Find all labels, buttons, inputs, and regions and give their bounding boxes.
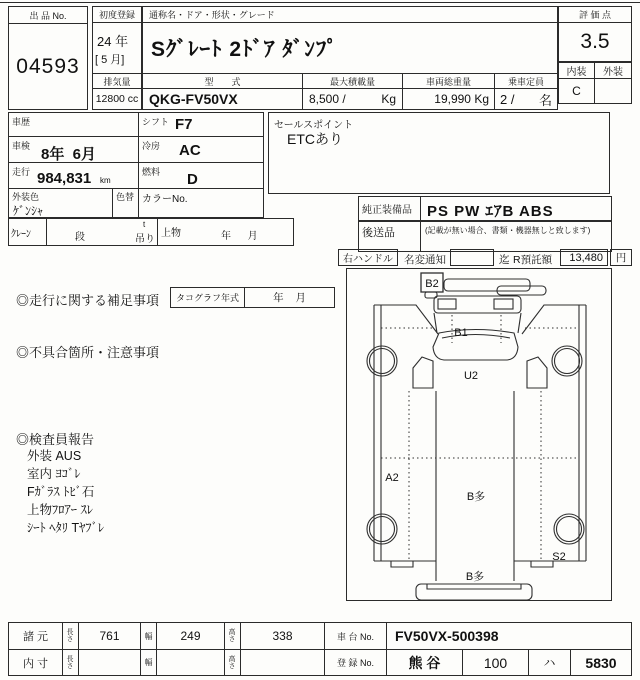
fuel-cell bbox=[139, 163, 263, 189]
first-registration-year: 24 年 bbox=[97, 34, 129, 49]
registration-number: 5830 bbox=[585, 654, 617, 671]
inspection-cell bbox=[9, 137, 139, 163]
score-box bbox=[558, 6, 632, 62]
mileage-label: 走行 bbox=[12, 167, 31, 177]
height-label-text: 高さ bbox=[228, 655, 236, 670]
gvw-value: 19,990 Kg bbox=[403, 89, 495, 109]
rhd-box: 右ハンドル bbox=[338, 249, 398, 266]
oem-equip-box bbox=[358, 196, 612, 221]
model-value: QKG-FV50VX bbox=[143, 89, 303, 109]
registration-label: 登 録 No. bbox=[325, 650, 387, 675]
vehicle-name-label: 通称名・ドア・形状・グレード bbox=[143, 7, 557, 23]
height-label-text: 高さ bbox=[228, 629, 236, 643]
diagram-label-b1: B1 bbox=[454, 327, 468, 339]
grade-box bbox=[558, 62, 632, 104]
repaint-cell bbox=[113, 189, 139, 217]
body-label: 上物 bbox=[161, 228, 181, 239]
diagram-label-b2: B2 bbox=[425, 278, 439, 290]
ext-color-value: ｹﾞﾝｼｬ bbox=[13, 204, 44, 218]
first-registration-label: 初度登録 bbox=[93, 7, 141, 23]
truck-top-view-diagram bbox=[347, 269, 611, 600]
inspector-header: ◎検査員報告 bbox=[16, 432, 95, 447]
ac-label: 冷房 bbox=[142, 141, 161, 151]
model-label: 型 式 bbox=[143, 73, 303, 89]
exterior-grade-label: 外装 bbox=[595, 63, 631, 79]
crane-t-label: t bbox=[143, 220, 146, 229]
lot-number-label: 出 品 No. bbox=[9, 7, 87, 24]
shift-cell bbox=[139, 113, 263, 137]
inner-row-label: 内 寸 bbox=[9, 650, 63, 675]
diagram-label-a2: A2 bbox=[385, 472, 399, 484]
bottom-table bbox=[8, 622, 632, 676]
registration-area: 熊 谷 bbox=[387, 650, 463, 675]
sales-point-box bbox=[268, 112, 610, 194]
history-cell bbox=[9, 113, 139, 137]
sales-point-value: ETCあり bbox=[287, 131, 343, 147]
lot-number-box bbox=[8, 6, 88, 110]
crane-tsuri-label: 吊り bbox=[135, 234, 155, 245]
mileage-cell bbox=[9, 163, 139, 189]
crane-label: ｸﾚｰﾝ bbox=[9, 219, 47, 245]
inspection-value: 8年 6月 bbox=[41, 146, 97, 163]
lot-number: 04593 bbox=[16, 54, 80, 78]
inspection-label: 車検 bbox=[12, 141, 31, 151]
spec-length-value: 761 bbox=[79, 623, 141, 650]
registration-kana: ハ bbox=[529, 650, 571, 675]
oem-equip-value: PS PW ｴｱB ABS bbox=[427, 203, 554, 220]
ac-cell bbox=[139, 137, 263, 163]
shift-value: F7 bbox=[175, 116, 193, 133]
inspector-item: 上物ﾌﾛｱｰ ｽﾚ bbox=[27, 503, 93, 517]
inspector-item: Fｶﾞﾗｽ ﾄﾋﾞ石 bbox=[27, 485, 95, 499]
tacho-box bbox=[170, 287, 335, 308]
ac-value: AC bbox=[179, 142, 201, 159]
inner-width-label: 幅 bbox=[141, 650, 157, 675]
tacho-label: タコグラフ年式 bbox=[171, 288, 245, 307]
inner-height-value bbox=[241, 650, 325, 675]
color-no-cell bbox=[139, 189, 263, 217]
score-value: 3.5 bbox=[580, 30, 610, 53]
spec-height-value: 338 bbox=[241, 623, 325, 650]
inner-height-label bbox=[225, 650, 241, 675]
tacho-value: 年 月 bbox=[273, 292, 306, 304]
later-items-label: 後送品 bbox=[362, 227, 395, 239]
payload-value bbox=[303, 89, 403, 109]
fuel-label: 燃料 bbox=[142, 167, 161, 177]
capacity-unit: 名 bbox=[538, 92, 552, 108]
crane-dan-label: 段 bbox=[75, 232, 85, 243]
exterior-grade-value bbox=[595, 79, 631, 103]
history-label: 車歴 bbox=[12, 117, 31, 127]
spec-row-label: 諸 元 bbox=[9, 623, 63, 650]
inspector-item: ｼｰﾄ ﾍﾀﾘ Tﾔﾌﾞﾚ bbox=[27, 521, 105, 535]
mileage-unit: km bbox=[100, 176, 111, 185]
damage-diagram-frame bbox=[346, 268, 612, 601]
interior-grade-label: 内装 bbox=[559, 63, 595, 79]
inner-length-label bbox=[63, 650, 79, 675]
payload-label: 最大積載量 bbox=[303, 73, 403, 89]
name-change-box bbox=[450, 249, 494, 266]
vehicle-name: Sｸﾞﾚｰﾄ 2ﾄﾞｱ ﾀﾞﾝﾌﾟ bbox=[151, 38, 338, 61]
inspector-item: 室内 ﾖｺﾞﾚ bbox=[27, 467, 81, 481]
deposit-label: R預託額 bbox=[513, 254, 553, 266]
vehicle-title-box bbox=[142, 6, 558, 110]
registration-class: 100 bbox=[463, 650, 529, 675]
interior-grade-value: C bbox=[559, 79, 595, 103]
gvw-label: 車両総重量 bbox=[403, 73, 495, 89]
capacity-amount: 2 / bbox=[500, 91, 515, 107]
ext-color-cell bbox=[9, 189, 113, 217]
later-items-label-cell bbox=[359, 222, 421, 251]
made-label: 迄 bbox=[499, 254, 510, 266]
chassis-number: FV50VX-500398 bbox=[387, 623, 631, 650]
score-label: 評 価 点 bbox=[559, 7, 631, 23]
shift-label: シフト bbox=[142, 117, 170, 127]
crane-row bbox=[8, 218, 294, 246]
sales-point-label: セールスポイント bbox=[274, 120, 354, 131]
first-registration-box bbox=[92, 6, 142, 110]
spec-height-label bbox=[225, 623, 241, 650]
top-rule bbox=[0, 2, 640, 3]
capacity-label: 乗車定員 bbox=[495, 73, 557, 89]
later-items-box bbox=[358, 221, 612, 252]
color-no-label: カラーNo. bbox=[142, 194, 188, 205]
crane-divider bbox=[157, 219, 158, 245]
chassis-label: 車 台 No. bbox=[325, 623, 387, 650]
length-label-text: 長さ bbox=[66, 629, 74, 643]
inspector-item: 外装 AUS bbox=[27, 449, 82, 463]
fuel-value: D bbox=[187, 171, 198, 188]
displacement-value: 12800 cc bbox=[95, 93, 139, 105]
length-label-text: 長さ bbox=[66, 655, 74, 670]
payload-unit: Kg bbox=[381, 92, 396, 106]
spec-width-value: 249 bbox=[157, 623, 225, 650]
displacement-label: 排気量 bbox=[93, 73, 141, 89]
spec-length-label bbox=[63, 623, 79, 650]
deposit-box: 13,480 bbox=[560, 249, 608, 266]
payload-amount: 8,500 / bbox=[309, 92, 346, 106]
name-change-label: 名変通知 bbox=[404, 254, 446, 266]
later-items-note: (記載が無い場合、書類・機器無しと致します) bbox=[425, 226, 591, 235]
spec-width-label: 幅 bbox=[141, 623, 157, 650]
detail-grid bbox=[8, 112, 264, 218]
inner-length-value bbox=[79, 650, 141, 675]
diagram-label-b-many-center: B多 bbox=[466, 491, 486, 503]
diagram-label-s2: S2 bbox=[552, 551, 566, 563]
mileage-note-header: ◎走行に関する補足事項 bbox=[16, 293, 160, 308]
body-date: 年 月 bbox=[221, 231, 258, 242]
yen-box: 円 bbox=[610, 249, 632, 266]
oem-equip-label: 純正装備品 bbox=[359, 197, 421, 220]
capacity-value bbox=[495, 89, 557, 109]
defect-header: ◎不具合箇所・注意事項 bbox=[16, 345, 160, 360]
mileage-value: 984,831 bbox=[37, 170, 92, 187]
repaint-label: 色替 bbox=[116, 192, 135, 202]
inner-width-value bbox=[157, 650, 225, 675]
diagram-label-b-many-bottom: B多 bbox=[465, 571, 485, 583]
ext-color-label: 外装色 bbox=[12, 192, 40, 202]
diagram-label-u2: U2 bbox=[463, 370, 479, 382]
first-registration-month: [ 5 月] bbox=[95, 54, 125, 66]
